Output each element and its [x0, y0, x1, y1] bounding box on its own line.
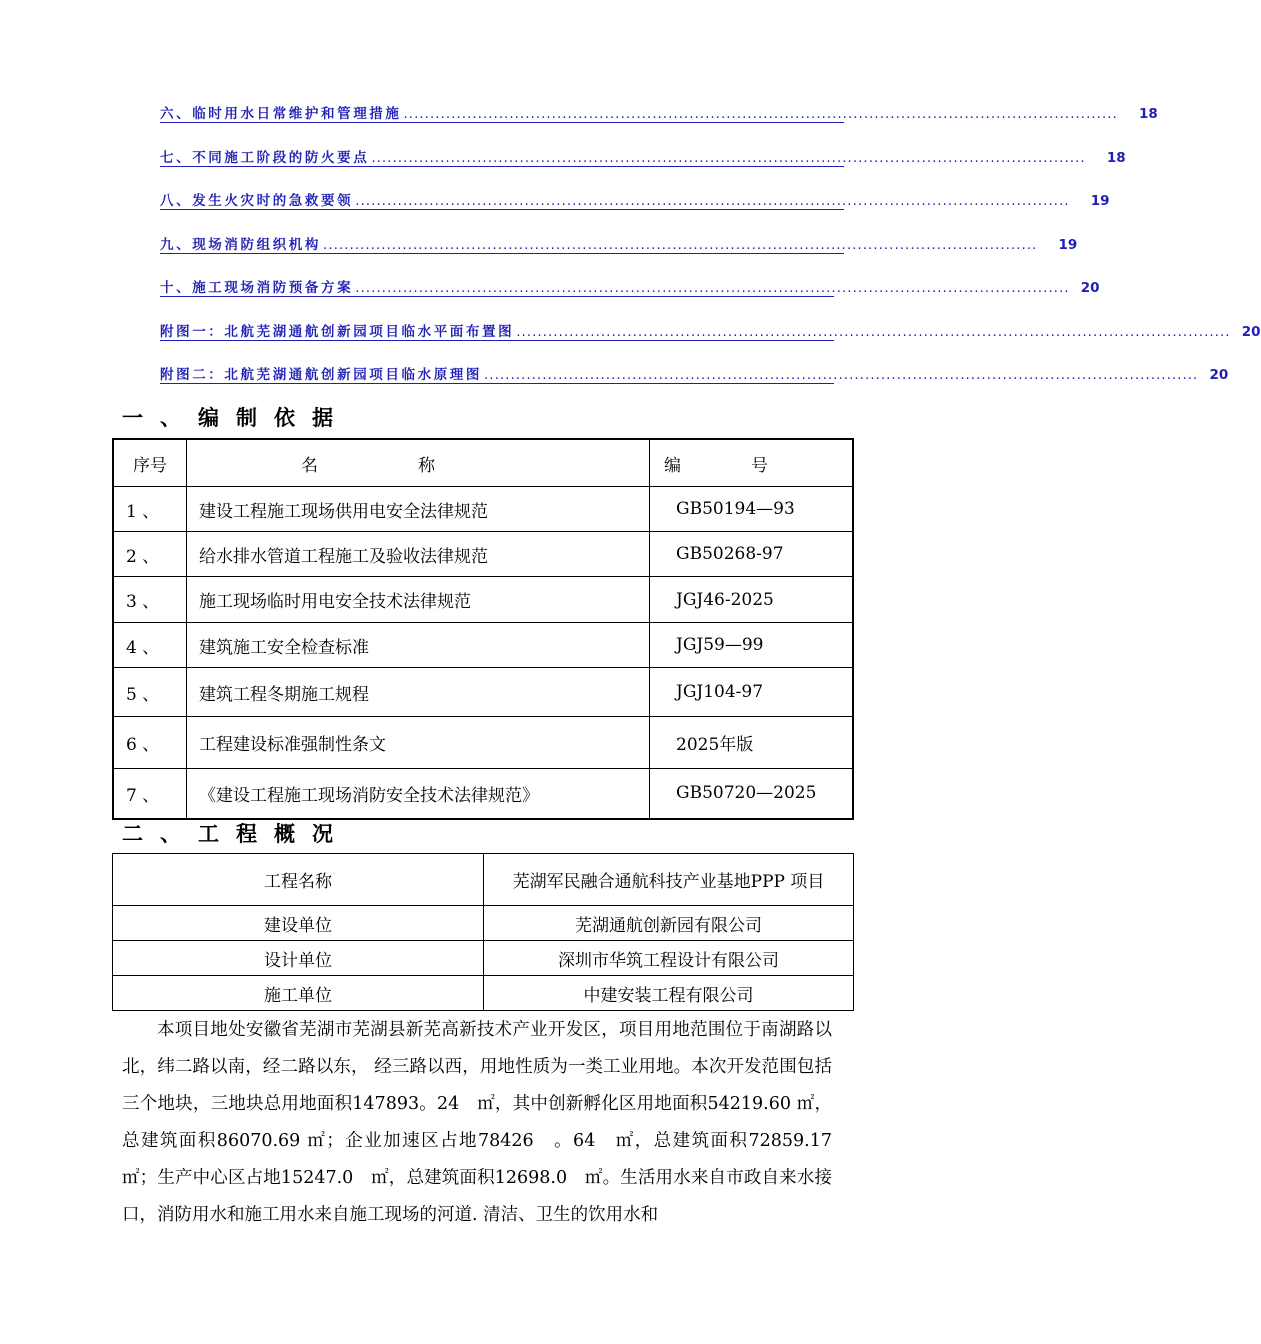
standards-table — [112, 438, 854, 820]
table-of-contents — [160, 100, 1261, 405]
toc-title: 九、现场消防组织机构 — [160, 233, 323, 253]
toc-leader: ....................................................................................................................................... — [371, 149, 1086, 166]
toc-leader: ....................................................................................................................................... — [484, 367, 1199, 383]
info-label: 施工单位 — [113, 976, 484, 1011]
toc-title: 六、临时用水日常维护和管理措施 — [160, 102, 404, 122]
cell-name: 工程建设标准强制性条文 — [187, 717, 650, 769]
toc-leader: ....................................................................................................................................... — [323, 236, 1038, 253]
cell-seq: 2 、 — [113, 532, 187, 577]
toc-leader: ....................................................................................................................................... — [516, 323, 1231, 340]
toc-entry[interactable] — [160, 274, 1100, 318]
info-label: 工程名称 — [113, 854, 484, 906]
cell-name: 给水排水管道工程施工及验收法律规范 — [187, 532, 650, 577]
toc-entry[interactable] — [160, 318, 1261, 362]
header-name: 名称 — [187, 439, 650, 487]
toc-link[interactable] — [160, 144, 1126, 167]
info-label: 设计单位 — [113, 941, 484, 976]
header-seq: 序号 — [113, 439, 187, 487]
table-row — [113, 668, 853, 717]
info-value: 芜湖军民融合通航科技产业基地PPP 项目 — [484, 854, 854, 906]
cell-code: GB50268-97 — [650, 532, 854, 577]
cell-code: GB50720—2025 — [650, 769, 854, 819]
toc-link[interactable] — [160, 100, 1158, 123]
toc-page-number: 20 — [1080, 280, 1100, 296]
header-code: 编号 — [650, 439, 854, 487]
cell-seq: 4 、 — [113, 623, 187, 668]
project-description — [122, 1012, 832, 1234]
cell-seq: 1 、 — [113, 487, 187, 532]
toc-page-number: 19 — [1058, 236, 1078, 253]
toc-title: 附图一：北航芜湖通航创新园项目临水平面布置图 — [160, 320, 516, 340]
toc-link[interactable] — [160, 318, 1261, 341]
cell-name: 施工现场临时用电安全技术法律规范 — [187, 577, 650, 623]
toc-leader: ....................................................................................................................................... — [355, 280, 1070, 296]
table-row — [113, 769, 853, 819]
cell-code: GB50194—93 — [650, 487, 854, 532]
table-header-row — [113, 439, 853, 487]
toc-title: 附图二：北航芜湖通航创新园项目临水原理图 — [160, 363, 484, 383]
info-label: 建设单位 — [113, 906, 484, 941]
cell-code: 2025年版 — [650, 717, 854, 769]
section-heading-basis: 一、编制依据 — [122, 406, 350, 430]
toc-link[interactable] — [160, 231, 1078, 254]
cell-code: JGJ59—99 — [650, 623, 854, 668]
toc-link[interactable] — [160, 187, 1110, 210]
table-row — [113, 976, 854, 1011]
toc-link[interactable] — [160, 361, 1229, 384]
project-info-table — [112, 853, 854, 1011]
toc-leader: ....................................................................................................................................... — [355, 193, 1070, 209]
info-value: 芜湖通航创新园有限公司 — [484, 906, 854, 941]
table-row — [113, 623, 853, 668]
toc-title: 十、施工现场消防预备方案 — [160, 276, 355, 296]
cell-seq: 7 、 — [113, 769, 187, 819]
toc-title: 八、发生火灾时的急救要领 — [160, 189, 355, 209]
toc-page-number: 18 — [1139, 106, 1158, 122]
toc-entry[interactable] — [160, 100, 1158, 144]
toc-entry[interactable] — [160, 231, 1078, 275]
toc-entry[interactable] — [160, 187, 1110, 231]
cell-seq: 3 、 — [113, 577, 187, 623]
cell-code: JGJ104-97 — [650, 668, 854, 717]
section-heading-overview: 二、工程概况 — [122, 822, 350, 846]
cell-name: 《建设工程施工现场消防安全技术法律规范》 — [187, 769, 650, 819]
table-row — [113, 487, 853, 532]
table-row — [113, 717, 853, 769]
toc-leader: ....................................................................................................................................... — [403, 106, 1118, 122]
table-row — [113, 906, 854, 941]
info-value: 中建安装工程有限公司 — [484, 976, 854, 1011]
toc-page-number: 20 — [1209, 367, 1229, 383]
table-row — [113, 941, 854, 976]
cell-code: JGJ46-2025 — [650, 577, 854, 623]
toc-page-number: 20 — [1241, 323, 1261, 340]
toc-page-number: 18 — [1106, 149, 1126, 166]
cell-name: 建筑工程冬期施工规程 — [187, 668, 650, 717]
toc-link[interactable] — [160, 274, 1100, 297]
info-value: 深圳市华筑工程设计有限公司 — [484, 941, 854, 976]
cell-seq: 6 、 — [113, 717, 187, 769]
cell-name: 建设工程施工现场供用电安全法律规范 — [187, 487, 650, 532]
table-row — [113, 532, 853, 577]
toc-page-number: 19 — [1090, 193, 1110, 209]
toc-title: 七、不同施工阶段的防火要点 — [160, 146, 371, 166]
toc-entry[interactable] — [160, 144, 1126, 188]
table-row — [113, 854, 854, 906]
cell-seq: 5 、 — [113, 668, 187, 717]
toc-entry[interactable] — [160, 361, 1229, 405]
body-paragraph: 本项目地处安徽省芜湖市芜湖县新芜高新技术产业开发区，项目用地范围位于南湖路以北，纬二路以南，经二路以东， 经三路以西，用地性质为一类工业用地。本次开发范围包括三个地块，三地块总用地面积147893。24 ㎡，其中创新孵化区用地面积54219.60 ㎡，总建筑面积86070.69 ㎡；企业加速区占地78426 。64 ㎡，总建筑面积72859.17 ㎡；生产中心区占地15247.0 ㎡，总建筑面积12698.0 ㎡。生活用水来自市政自来水接口，消防用水和施工用水来自施工现场的河道. 清洁、卫生的饮用水和 — [122, 1020, 832, 1225]
cell-name: 建筑施工安全检查标准 — [187, 623, 650, 668]
table-row — [113, 577, 853, 623]
